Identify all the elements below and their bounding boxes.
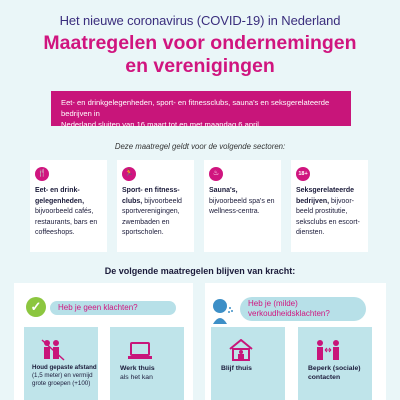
sector-desc: bijvoorbeeld cafés, restaurants, bars en coffeeshops. (35, 208, 98, 236)
measures-title: De volgende maatregelen blijven van kracht: (104, 266, 296, 276)
sector-desc: bijvoorbeeld spa's en wellness-centra. (209, 197, 275, 215)
page-title (0, 32, 400, 78)
distance-people-icon (40, 339, 68, 361)
measure-label: Werk thuis (120, 365, 155, 372)
measure-stay-home (211, 327, 285, 400)
mild-complaints-label: Heb je (milde) verkoudheidsklachten? (240, 297, 366, 321)
measure-desc: als het kan (120, 373, 153, 381)
sector-card-sex (291, 160, 368, 252)
laptop-icon (126, 339, 154, 361)
running-person-icon: 🏃 (122, 167, 136, 181)
measure-limit-contacts (298, 327, 372, 400)
closure-banner (51, 91, 351, 129)
sector-card-sport (117, 160, 194, 252)
banner-line-2: Nederland sluiten van 16 maart tot en met maandag 6 april. (61, 120, 262, 129)
house-icon (227, 339, 255, 361)
18-plus-icon: 18+ (296, 167, 310, 181)
people-limit-icon (314, 339, 342, 361)
measure-desc: (1,5 meter) en vermijd grote groepen (+100) (32, 372, 93, 387)
sauna-icon: ♨ (209, 167, 223, 181)
banner-line-1: Eet- en drinkgelegenheden, sport- en fitnessclubs, sauna's en seksgerelateerde bedrijven in (61, 98, 330, 118)
measure-label: Beperk (sociale) contacten (308, 365, 361, 381)
sector-card-food (30, 160, 107, 252)
measure-label: Houd gepaste afstand (32, 364, 97, 371)
measure-distance (24, 327, 98, 400)
check-icon: ✓ (26, 297, 46, 317)
sneeze-person-icon (210, 296, 234, 324)
sector-name: Seksgerelateerde bedrijven, (296, 187, 354, 205)
sector-card-sauna (204, 160, 281, 252)
sector-name: Eet- en drink-gelegenheden, (35, 187, 85, 205)
sector-desc: bijvoor-beeld prostitutie, seksclubs en escort-diensten. (296, 197, 360, 236)
title-line-2: en verenigingen (125, 55, 275, 77)
title-line-1: Maatregelen voor ondernemingen (43, 32, 357, 54)
sector-desc: bijvoorbeeld sportverenigingen, zwembaden en sportscholen. (122, 197, 182, 236)
sector-name: Sauna's, (209, 187, 238, 194)
sector-name: Sport- en fitness-clubs, (122, 187, 180, 205)
fork-knife-icon: 🍴 (35, 167, 49, 181)
measure-label: Blijf thuis (221, 365, 252, 372)
no-complaints-label: Heb je geen klachten? (50, 301, 176, 315)
subtitle: Het nieuwe coronavirus (COVID-19) in Nederland (59, 13, 341, 28)
measure-work-home (110, 327, 184, 400)
sectors-title: Deze maatregel geldt voor de volgende sectoren: (114, 142, 286, 151)
